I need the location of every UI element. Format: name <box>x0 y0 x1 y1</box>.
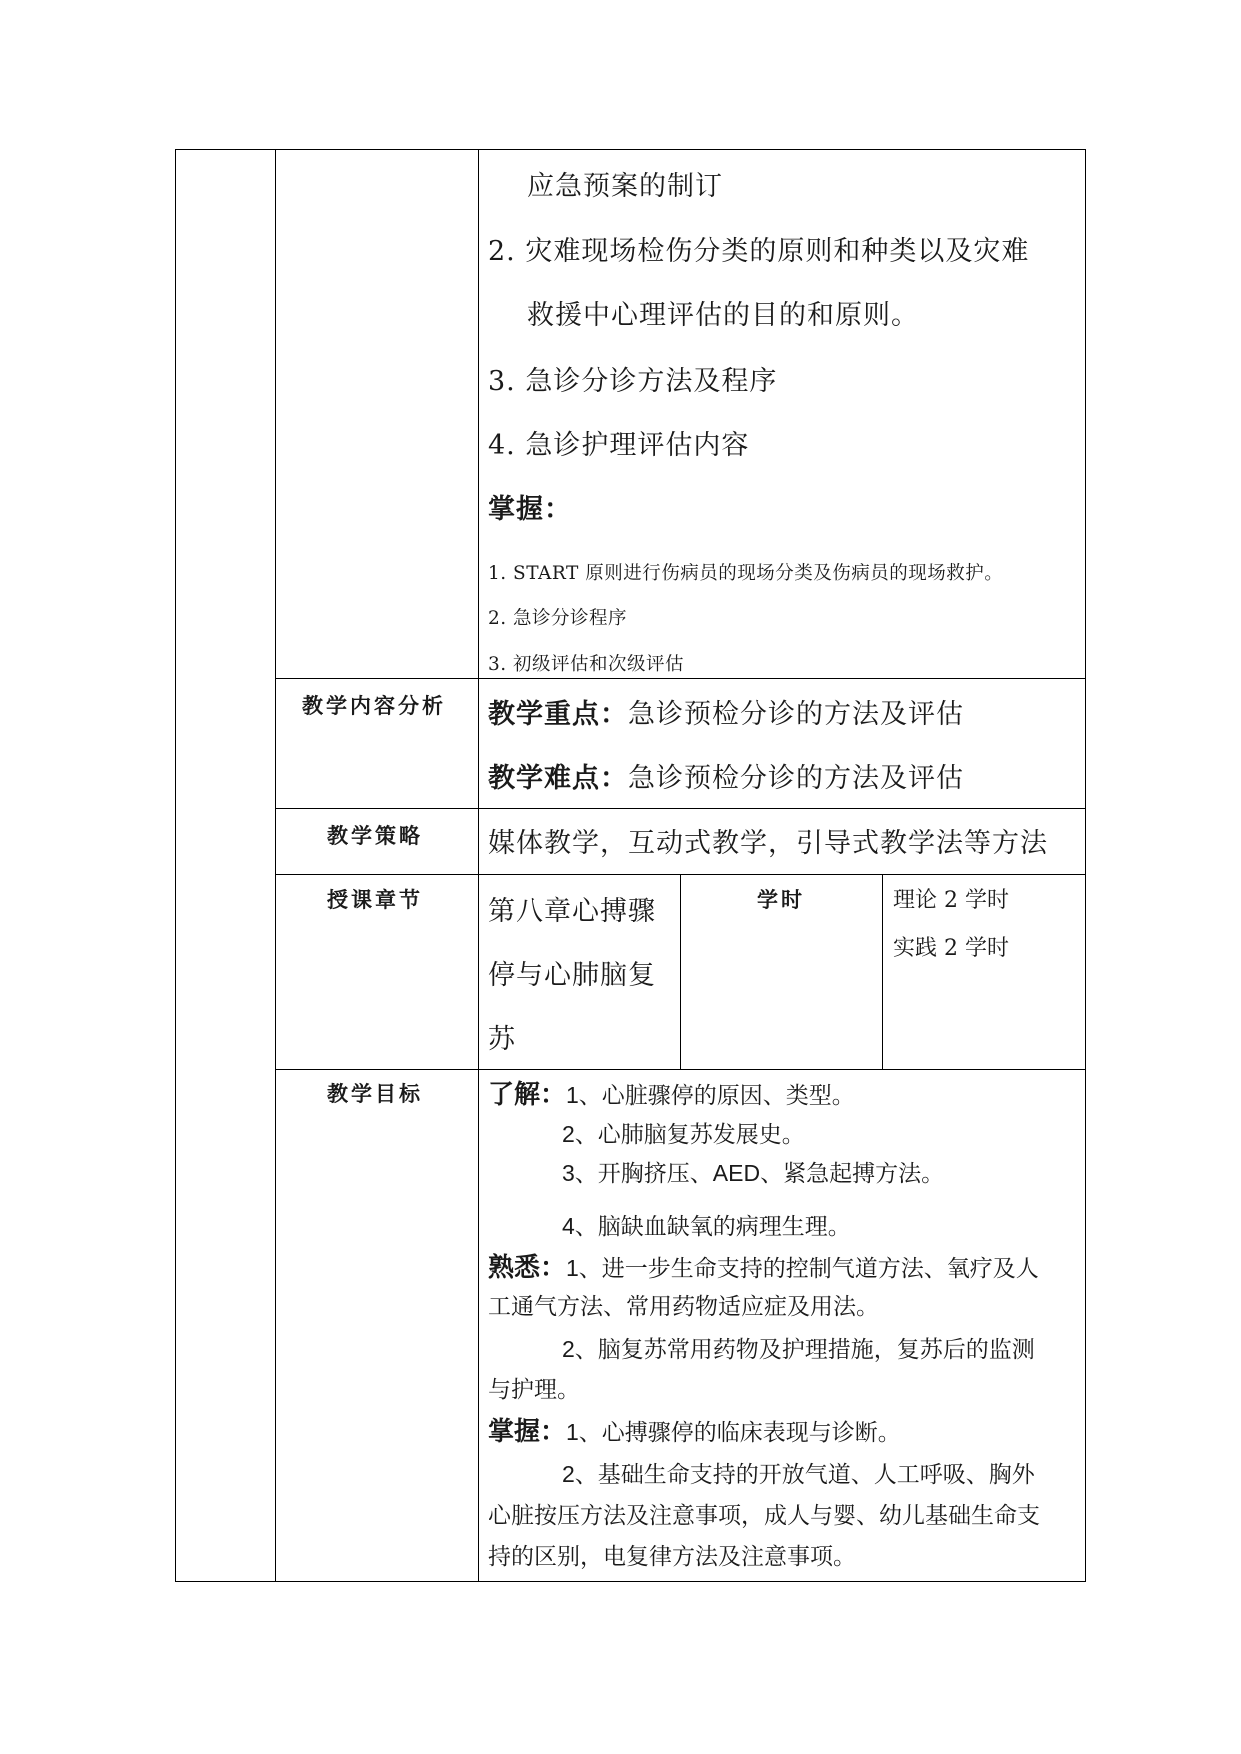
master-heading: 掌握： <box>488 494 572 525</box>
familiar-line-1 <box>488 1247 1039 1284</box>
top-line-5: 4. 急诊护理评估内容 <box>488 430 750 461</box>
top-line-3: 救援中心理评估的目的和原则。 <box>527 300 919 331</box>
table-border-right <box>1085 149 1086 1582</box>
master-item-1: 1. START 原则进行伤病员的现场分类及伤病员的现场救护。 <box>488 563 1004 584</box>
strategy-label: 教学策略 <box>327 823 423 848</box>
master-obj-item-2-cont: 心脏按压方法及注意事项，成人与婴、幼儿基础生命支 <box>488 1502 1040 1528</box>
master-obj-label: 掌握： <box>488 1417 567 1447</box>
master-obj-line-1 <box>488 1411 901 1448</box>
understand-label: 了解： <box>488 1080 567 1110</box>
strategy-text: 媒体教学，互动式教学，引导式教学法等方法 <box>488 828 1048 859</box>
hours-practice: 实践 2 学时 <box>893 936 1009 961</box>
top-line-1: 应急预案的制订 <box>527 171 723 202</box>
master-obj-item-2: 2、基础生命支持的开放气道、人工呼吸、胸外 <box>562 1461 1035 1487</box>
familiar-item-2-cont: 与护理。 <box>488 1376 580 1402</box>
chapter-label: 授课章节 <box>327 887 423 912</box>
key-point-text: 急诊预检分诊的方法及评估 <box>628 699 964 730</box>
familiar-item-2: 2、脑复苏常用药物及护理措施，复苏后的监测 <box>562 1336 1035 1362</box>
hours-label: 学时 <box>757 887 805 912</box>
understand-line-1 <box>488 1074 855 1111</box>
objectives-cell <box>478 1069 1085 1581</box>
chapter-title-line-1: 第八章心搏骤 <box>488 896 656 927</box>
content-analysis-cell <box>478 678 1085 808</box>
top-content-cell <box>478 149 1085 678</box>
key-point-line <box>488 692 964 731</box>
familiar-item-1-cont: 工通气方法、常用药物适应症及用法。 <box>488 1293 879 1319</box>
top-line-2: 2. 灾难现场检伤分类的原则和种类以及灾难 <box>488 236 1030 267</box>
top-line-4: 3. 急诊分诊方法及程序 <box>488 366 778 397</box>
row-divider-2 <box>275 808 1086 809</box>
table-border-left <box>175 149 176 1582</box>
key-point-label: 教学重点： <box>488 699 628 730</box>
master-obj-item-2-cont2: 持的区别，电复律方法及注意事项。 <box>488 1543 856 1569</box>
understand-item-3: 3、开胸挤压、AED、紧急起搏方法。 <box>562 1160 945 1186</box>
chapter-col-divider-2 <box>882 874 883 1070</box>
difficulty-label: 教学难点： <box>488 763 628 794</box>
chapter-title-line-2: 停与心肺脑复 <box>488 960 656 991</box>
table-border-col2 <box>275 149 276 1582</box>
content-analysis-label: 教学内容分析 <box>302 693 446 718</box>
chapter-title-line-3: 苏 <box>488 1024 516 1055</box>
master-item-2: 2. 急诊分诊程序 <box>488 608 628 629</box>
understand-item-4: 4、脑缺血缺氧的病理生理。 <box>562 1213 851 1239</box>
understand-item-2: 2、心肺脑复苏发展史。 <box>562 1121 805 1147</box>
understand-item-1: 1、心脏骤停的原因、类型。 <box>566 1082 855 1108</box>
table-border-bottom <box>175 1581 1086 1582</box>
familiar-label: 熟悉： <box>488 1253 567 1283</box>
difficulty-text: 急诊预检分诊的方法及评估 <box>628 763 964 794</box>
master-obj-item-1: 1、心搏骤停的临床表现与诊断。 <box>566 1419 901 1445</box>
familiar-item-1: 1、进一步生命支持的控制气道方法、氧疗及人 <box>566 1255 1039 1281</box>
objectives-label: 教学目标 <box>327 1081 423 1106</box>
chapter-col-divider-1 <box>680 874 681 1070</box>
master-item-3: 3. 初级评估和次级评估 <box>488 654 685 675</box>
hours-theory: 理论 2 学时 <box>893 888 1009 913</box>
difficulty-line <box>488 756 964 795</box>
